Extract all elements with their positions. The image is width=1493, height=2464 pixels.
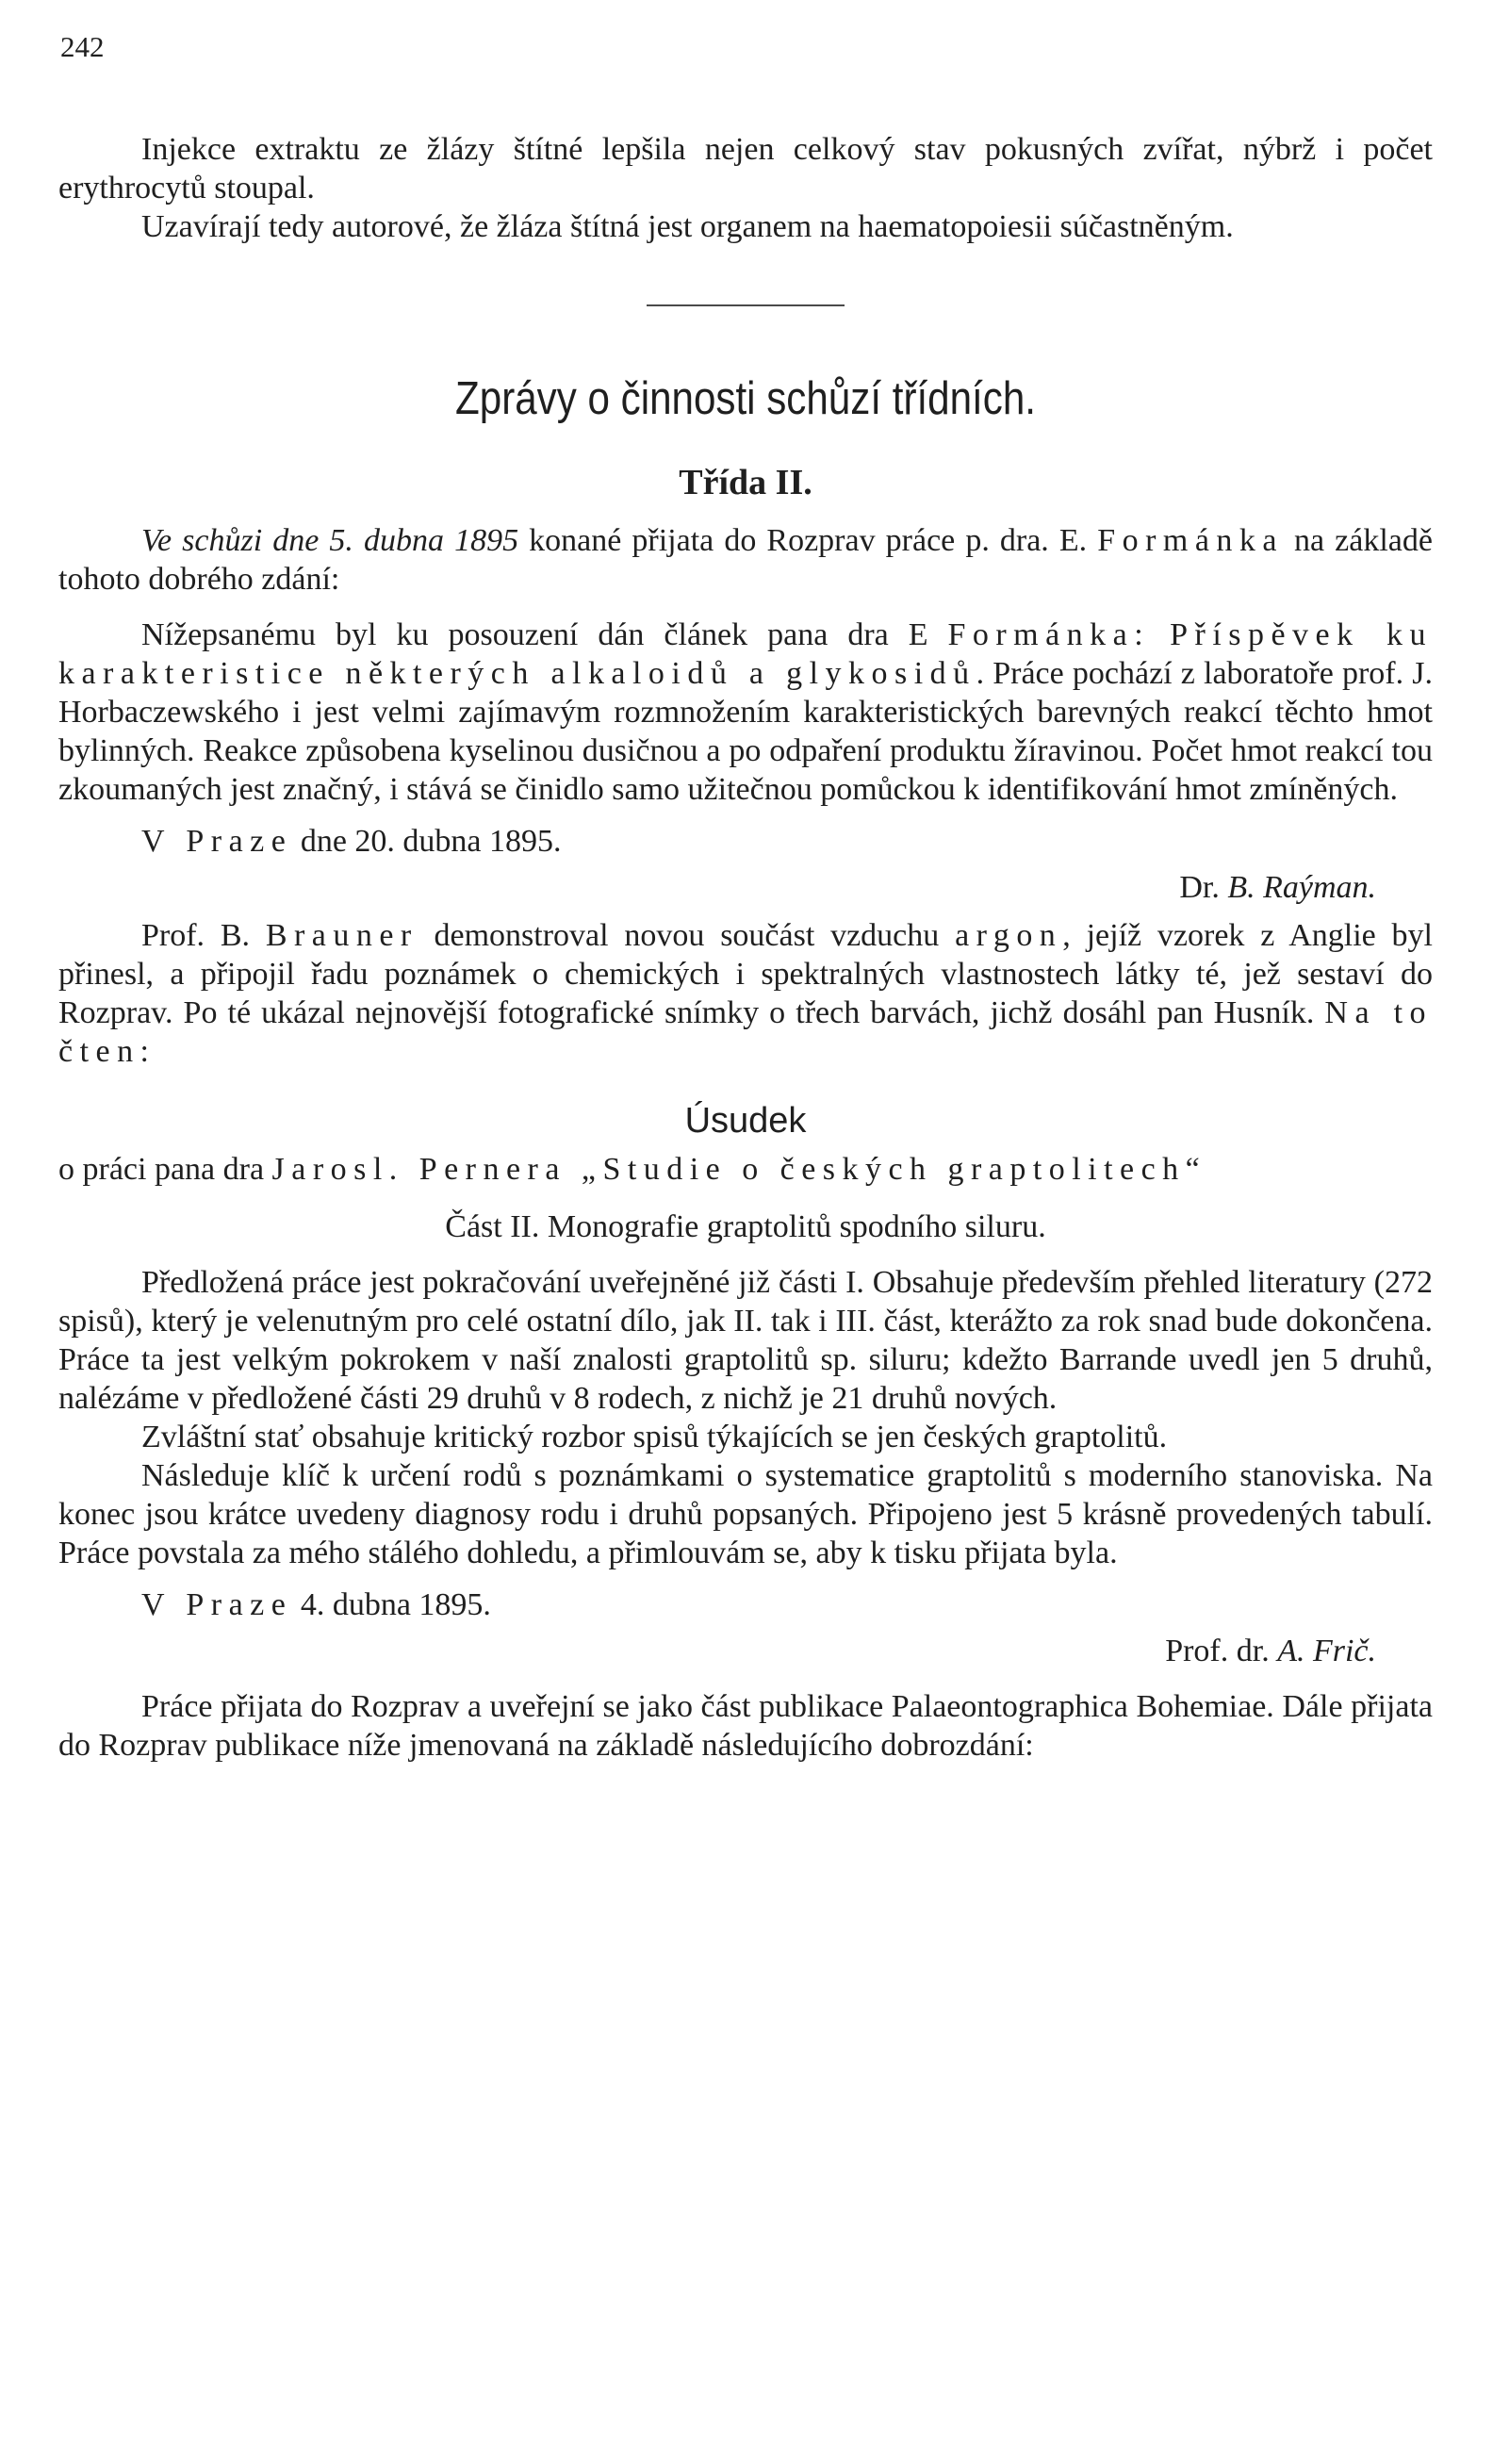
intro-paragraph-1: Injekce extraktu ze žlázy štítné lepšila nejen celkový stav pokusných zvířat, nýbrž i počet erythrocytů stoupal. xyxy=(58,132,1433,205)
report-signature-prefix: Dr. xyxy=(1179,870,1228,905)
usudek-date xyxy=(58,1585,1433,1624)
usudek-date-rest: 4. dubna 1895. xyxy=(292,1587,491,1622)
usudek-date-place: V Praze xyxy=(141,1587,293,1622)
closing-paragraph: Práce přijata do Rozprav a uveřejní se jako část publikace Palaeontographica Bohemiae. Dále přijata do Rozprav publikace níže jmenovaná na základě následujícího dobrozdání: xyxy=(58,1689,1433,1763)
report-signature-name: B. Raýman. xyxy=(1227,870,1376,905)
usudek-paragraph-3: Následuje klíč k určení rodů s poznámkami o systematice graptolitů s moderního stanoviska. Na konec jsou krátce uvedeny diagnosy rodu i druhů popsaných. Připojeno jest 5 krásně provedených tabulí. Práce povstala za mého stálého dohledu, a přimlouvám se, aby k tisku přijata byla. xyxy=(58,1458,1433,1570)
report-author-name: Formánka: xyxy=(947,617,1151,652)
session-text-a: konané přijata do Rozprav práce p. dra. E. xyxy=(518,523,1098,558)
intro-paragraph-2: Uzavírají tedy autorové, že žláza štítná jest organem na haematopoiesii súčastněným. xyxy=(141,209,1234,244)
usudek-signature xyxy=(58,1632,1433,1670)
session-date: Ve schůzi dne 5. dubna 1895 xyxy=(141,523,519,558)
usudek-part-line: Část II. Monografie graptolitů spodního siluru. xyxy=(445,1209,1046,1244)
session-text-b: na základě tohoto dobrého zdání: xyxy=(58,523,1433,597)
report-text-a: Nížepsanému byl ku posouzení dán článek pana dra E xyxy=(141,617,948,652)
report-date-place: V Praze xyxy=(141,824,293,859)
report-paragraph xyxy=(58,616,1433,809)
usudek-paragraph-1: Předložená práce jest pokračování uveřejněné již části I. Obsahuje především přehled literatury (272 spisů), který je velenutným pro celé ostatní dílo, jak II. tak i III. část, kterážto za rok snad bude dokončena. Práce ta jest velkým pokrokem v naší znalosti graptolitů sp. siluru; kdežto Barrande uvedl jen 5 druhů, nalézáme v předložené části 29 druhů v 8 rodech, z nichž je 21 druhů nových. xyxy=(58,1265,1433,1416)
argon-word: argon xyxy=(955,918,1063,953)
usudek-work-title: „Studie o českých graptolitech“ xyxy=(566,1152,1207,1187)
report-text-b: . Práce pochází z laboratoře prof. J. Horbaczewského i jest velmi zajímavým rozmnožením karakteristických barevných reakcí těchto hmot bylinných. Reakce způsobena kyselinou dusičnou a po odpaření produktu žíravinou. Počet hmot reakcí tou zkoumaných jest značný, i stává se činidlo samo užitečnou pomůckou k identifikování hmot zmíněných. xyxy=(58,656,1433,807)
session-author-name: Formánka xyxy=(1097,523,1284,558)
page-content xyxy=(58,130,1433,1765)
usudek-heading: Úsudek xyxy=(684,1101,807,1141)
session-paragraph xyxy=(58,521,1433,599)
usudek-subject-line xyxy=(58,1150,1433,1189)
brauner-text-a: Prof. B. xyxy=(141,918,266,953)
usudek-line-a: o práci pana dra xyxy=(58,1152,272,1187)
separator-rule xyxy=(647,304,845,306)
section-title: Zprávy o činnosti schůzí třídních. xyxy=(455,373,1036,424)
brauner-text-b: demonstroval novou součást vzduchu xyxy=(418,918,956,953)
usudek-paragraph-2: Zvláštní stať obsahuje kritický rozbor spisů týkajících se jen českých graptolitů. xyxy=(141,1420,1168,1454)
report-date xyxy=(58,822,1433,861)
brauner-name: Brauner xyxy=(265,918,418,953)
usudek-signature-prefix: Prof. dr. xyxy=(1165,1634,1278,1668)
brauner-paragraph xyxy=(58,916,1433,1071)
report-date-rest: dne 20. dubna 1895. xyxy=(292,824,562,859)
class-heading: Třída II. xyxy=(679,463,812,502)
usudek-signature-name: A. Frič. xyxy=(1277,1634,1376,1668)
report-article-title: Příspěvek ku karakteristice některých alkaloidů a glykosidů xyxy=(58,617,1433,691)
brauner-tail: Na to čten: xyxy=(58,995,1433,1069)
brauner-text-c: , jejíž vzorek z Anglie byl přinesl, a připojil řadu poznámek o chemických i spektralných vlastnostech látky té, jež sestaví do Rozprav. Po té ukázal nejnovější fotografické snímky o třech barvách, jichž dosáhl pan Husník. xyxy=(58,918,1434,1030)
usudek-author: Jarosl. Pernera xyxy=(271,1152,566,1187)
page-number: 242 xyxy=(60,30,105,63)
report-signature xyxy=(58,868,1433,907)
